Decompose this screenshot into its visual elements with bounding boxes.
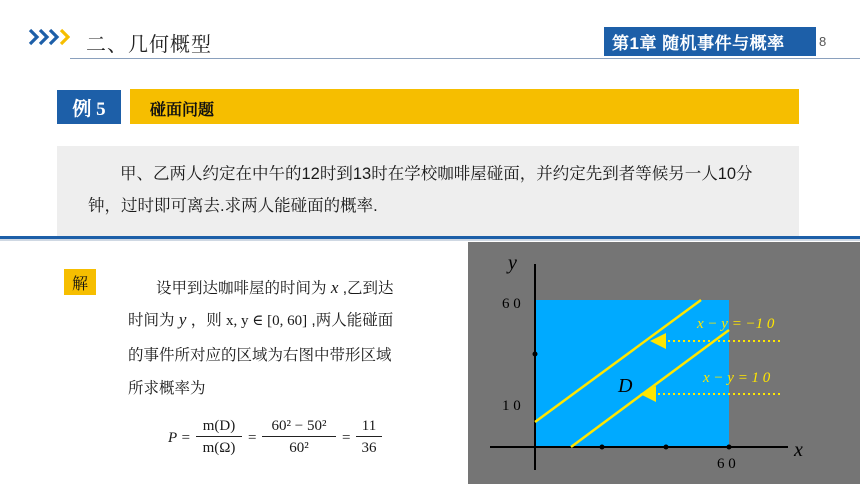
- problem-text: 甲、乙两人约定在中午的12时到13时在学校咖啡屋碰面，并约定先到者等候另一人10分钟，过时即可离去.求两人能碰面的概率.: [88, 165, 753, 215]
- figure-panel: [468, 242, 860, 484]
- solution-line-3: 的事件所对应的区域为右图中带形区域: [128, 347, 392, 364]
- y-tick-60: 6 0: [502, 296, 521, 312]
- solution-text: 时间为: [128, 312, 175, 329]
- upper-line-equation: x − y = −1 0: [697, 316, 775, 332]
- domain-set: x, y ∈ [0, 60]: [226, 313, 308, 329]
- solution-text: ,两人能碰面: [311, 312, 394, 329]
- solution-line-1: [156, 276, 394, 298]
- solution-text: ，则: [190, 312, 222, 329]
- chapter-title: 第1章 随机事件与概率: [612, 34, 785, 53]
- tick-dot: [600, 445, 605, 450]
- y-tick-10: 1 0: [502, 398, 521, 414]
- equals-sign: =: [248, 430, 257, 446]
- lower-line-equation: x − y = 1 0: [703, 370, 771, 386]
- fraction-numerator: 60² − 50²: [262, 416, 336, 437]
- variable-y: y: [178, 310, 187, 329]
- fraction-denominator: 60²: [289, 440, 309, 456]
- example-badge: 例 5: [57, 90, 121, 124]
- header-divider: [70, 58, 860, 59]
- double-chevron-icon: [28, 26, 70, 48]
- content-divider-shadow: [0, 239, 860, 241]
- y-axis-label: y: [508, 252, 517, 274]
- example-title-bar: [130, 89, 799, 124]
- tick-dot: [533, 352, 538, 357]
- meeting-region-diagram: [468, 242, 860, 484]
- tick-dot: [664, 445, 669, 450]
- fraction-area: [262, 416, 336, 459]
- probability-formula: [168, 412, 388, 468]
- solution-badge: 解: [64, 269, 96, 295]
- fraction-denominator: m(Ω): [202, 440, 236, 456]
- formula-lhs: P =: [168, 430, 191, 446]
- page-number: 8: [819, 34, 827, 49]
- solution-text: ,乙到达: [342, 280, 394, 297]
- fraction-measure: [196, 416, 242, 459]
- variable-x: x: [330, 278, 339, 297]
- solution-line-2: [128, 308, 393, 330]
- x-axis-label: x: [794, 439, 803, 461]
- solution-text: 设甲到达咖啡屋的时间为: [156, 280, 327, 297]
- fraction-numerator: m(D): [196, 416, 242, 437]
- section-title: 二、几何概型: [86, 34, 212, 56]
- solution-line-4: 所求概率为: [128, 380, 206, 397]
- example-title: 碰面问题: [150, 102, 215, 119]
- x-tick-60: 6 0: [717, 456, 736, 472]
- region-label: D: [618, 375, 633, 397]
- fraction-denominator: 36: [361, 440, 377, 456]
- fraction-result: [356, 416, 382, 459]
- equals-sign: =: [342, 430, 351, 446]
- tick-dot: [727, 445, 732, 450]
- fraction-numerator: 11: [356, 416, 382, 437]
